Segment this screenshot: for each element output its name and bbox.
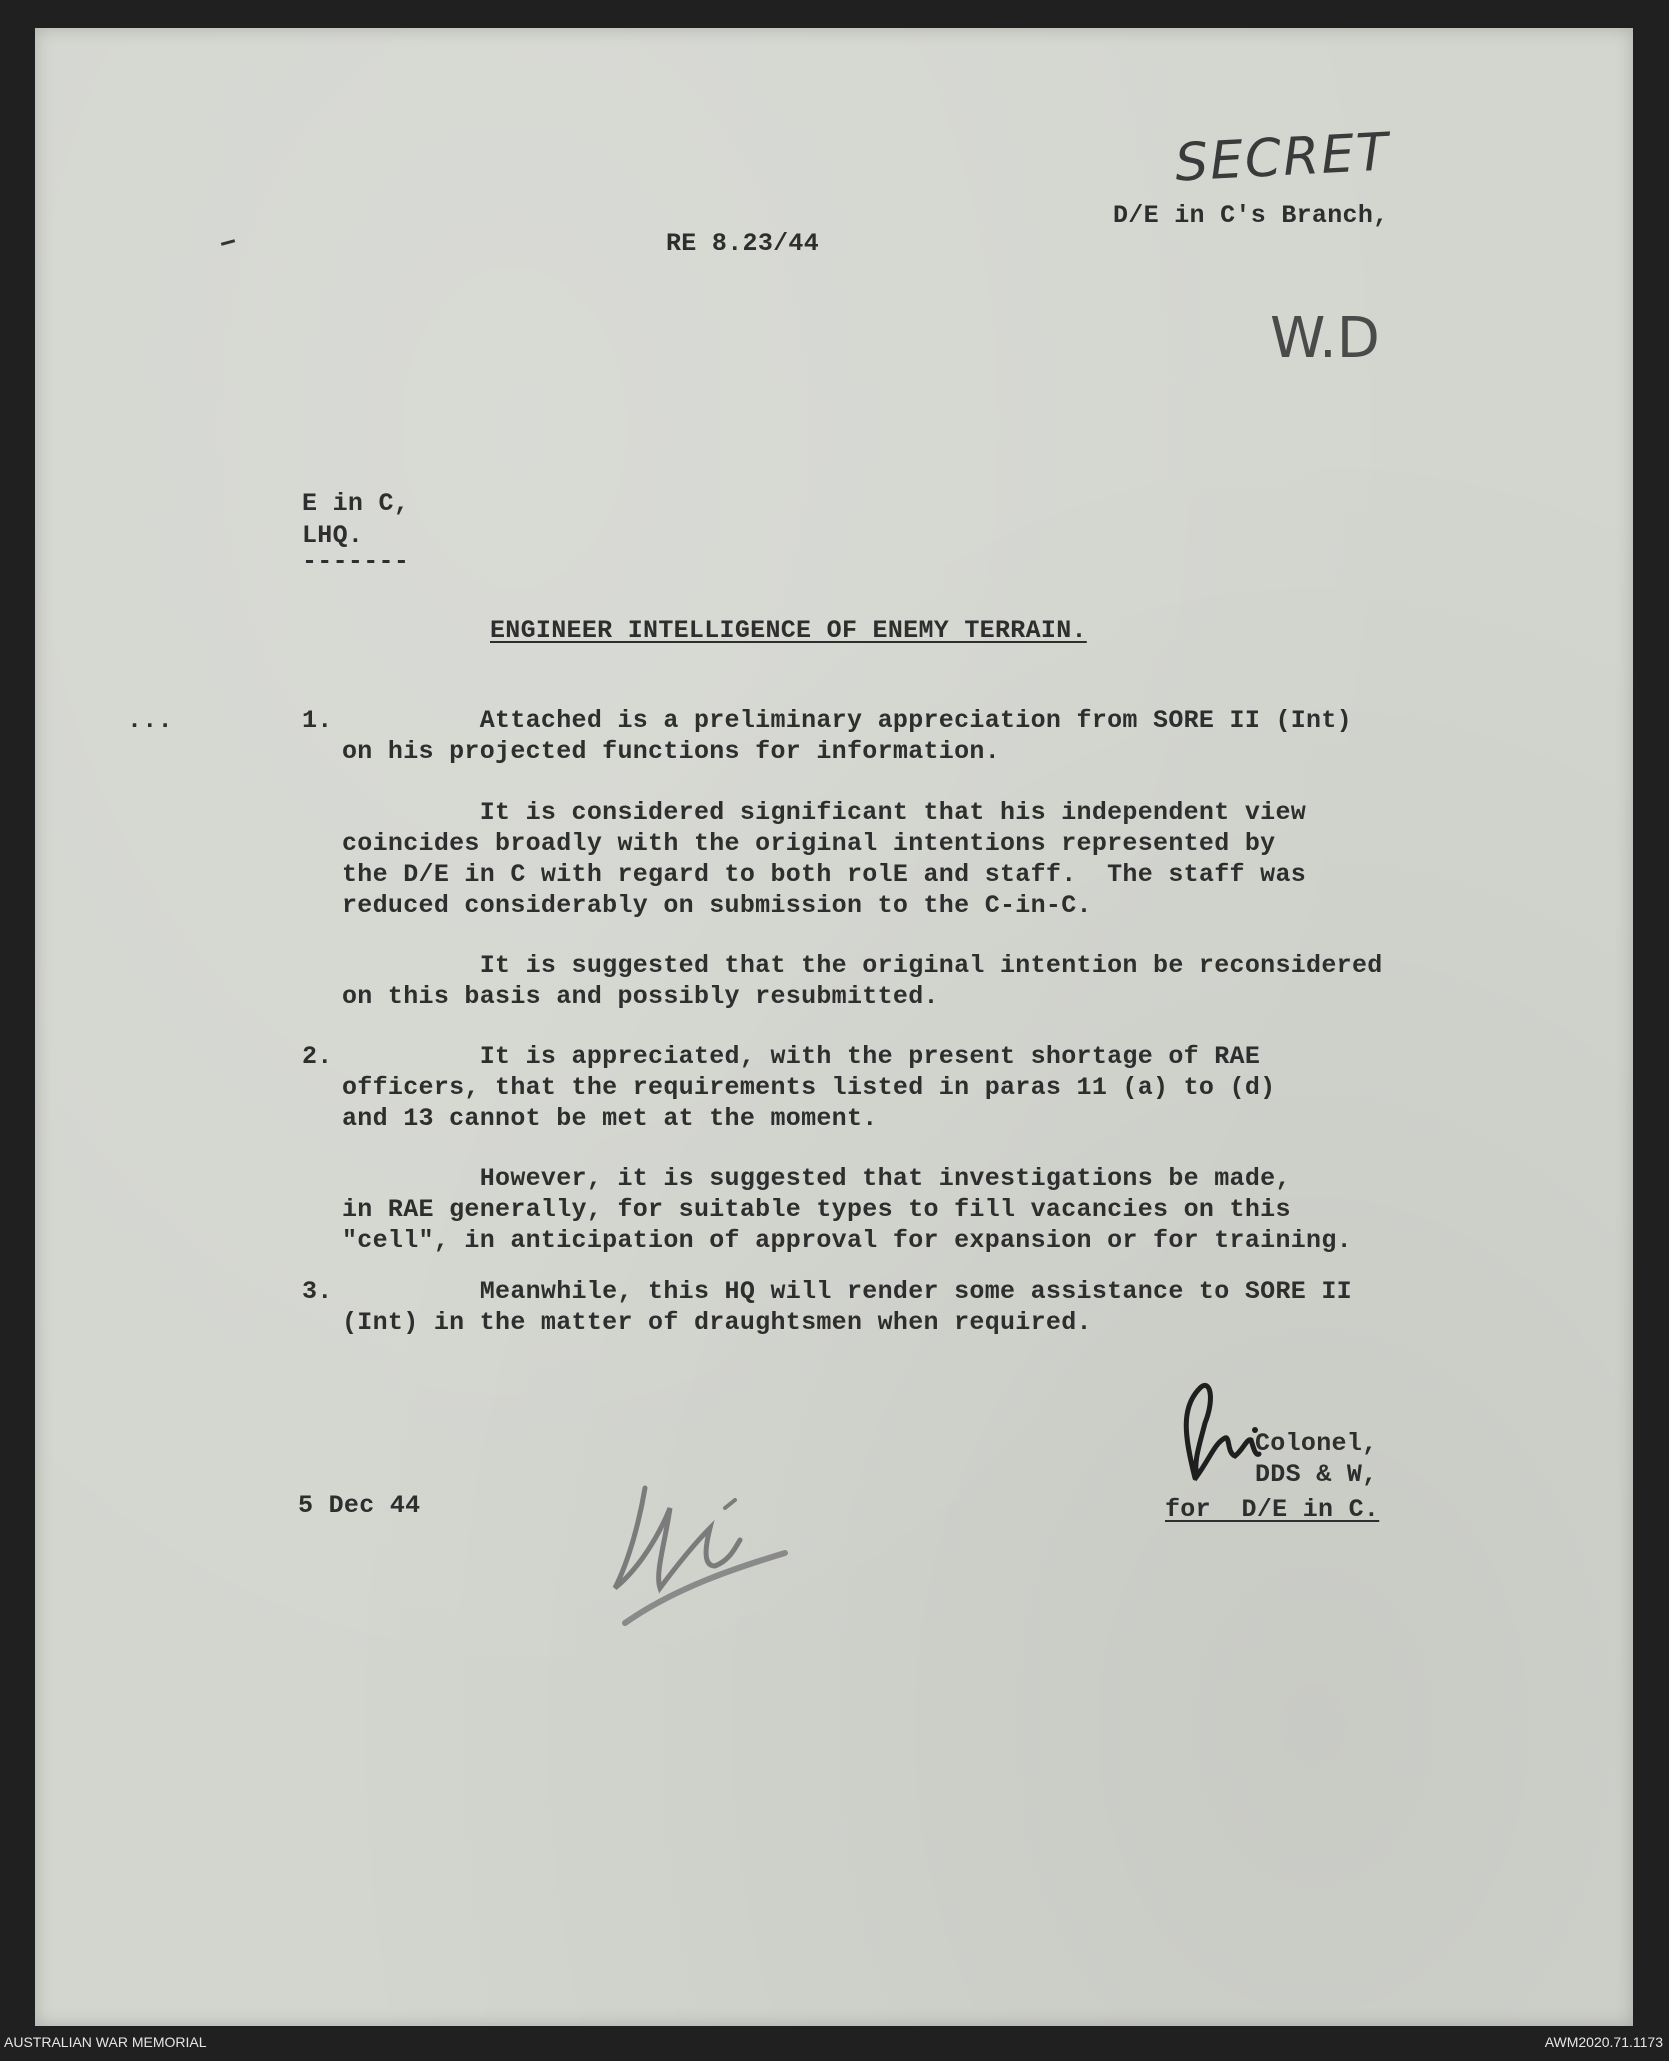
branch-line: D/E in C's Branch, (1113, 201, 1389, 230)
archive-reference: AWM2020.71.1173 (1544, 2034, 1663, 2050)
reference-number: RE 8.23/44 (666, 229, 820, 258)
paragraph-2-line-2: officers, that the requirements listed in paras 11 (a) to (d) (342, 1073, 1276, 1102)
handwritten-wd-mark: W.D (1270, 306, 1380, 371)
addressee-rule: ------- (302, 547, 410, 576)
paragraph-2-line-3: and 13 cannot be met at the moment. (342, 1104, 878, 1133)
paragraph-1b-line-2: coincides broadly with the original intentions represented by (342, 829, 1276, 858)
paragraph-1c-line-1: It is suggested that the original intention be reconsidered (342, 951, 1383, 980)
paragraph-number-3: 3. (302, 1277, 333, 1306)
paragraph-1-line-2: on his projected functions for information. (342, 737, 1001, 766)
paragraph-2b-line-1: However, it is suggested that investigations be made, (342, 1164, 1291, 1193)
signatory-on-behalf: for D/E in C. (1165, 1495, 1380, 1524)
paragraph-3-line-1: Meanwhile, this HQ will render some assistance to SORE II (342, 1277, 1352, 1306)
paragraph-1b-line-1: It is considered significant that his independent view (342, 798, 1307, 827)
addressee-line-1: E in C, (302, 489, 410, 518)
margin-tick-mark (221, 239, 235, 246)
signatory-rank: Colonel, (1255, 1429, 1378, 1458)
paragraph-1c-line-2: on this basis and possibly resubmitted. (342, 982, 939, 1011)
paragraph-2b-line-3: "cell", in anticipation of approval for expansion or for training. (342, 1226, 1352, 1255)
margin-dots: ... (127, 706, 173, 735)
handwritten-initials (585, 1448, 815, 1628)
paragraph-1b-line-3: the D/E in C with regard to both rolE and staff. The staff was (342, 860, 1307, 889)
handwritten-secret-mark: SECRET (1173, 122, 1392, 194)
paragraph-1b-line-4: reduced considerably on submission to the C-in-C. (342, 891, 1092, 920)
document-date: 5 Dec 44 (298, 1491, 421, 1520)
paragraph-3-line-2: (Int) in the matter of draughtsmen when required. (342, 1308, 1092, 1337)
archive-credit: AUSTRALIAN WAR MEMORIAL (4, 2034, 207, 2050)
paragraph-1-line-1: Attached is a preliminary appreciation from SORE II (Int) (342, 706, 1352, 735)
document-title: ENGINEER INTELLIGENCE OF ENEMY TERRAIN. (490, 616, 1087, 645)
paragraph-number-2: 2. (302, 1042, 333, 1071)
signatory-appointment: DDS & W, (1255, 1460, 1378, 1489)
document-page (35, 28, 1633, 2026)
paragraph-number-1: 1. (302, 706, 333, 735)
paragraph-2-line-1: It is appreciated, with the present shortage of RAE (342, 1042, 1261, 1071)
addressee-line-2: LHQ. (302, 521, 364, 550)
paragraph-2b-line-2: in RAE generally, for suitable types to fill vacancies on this (342, 1195, 1291, 1224)
